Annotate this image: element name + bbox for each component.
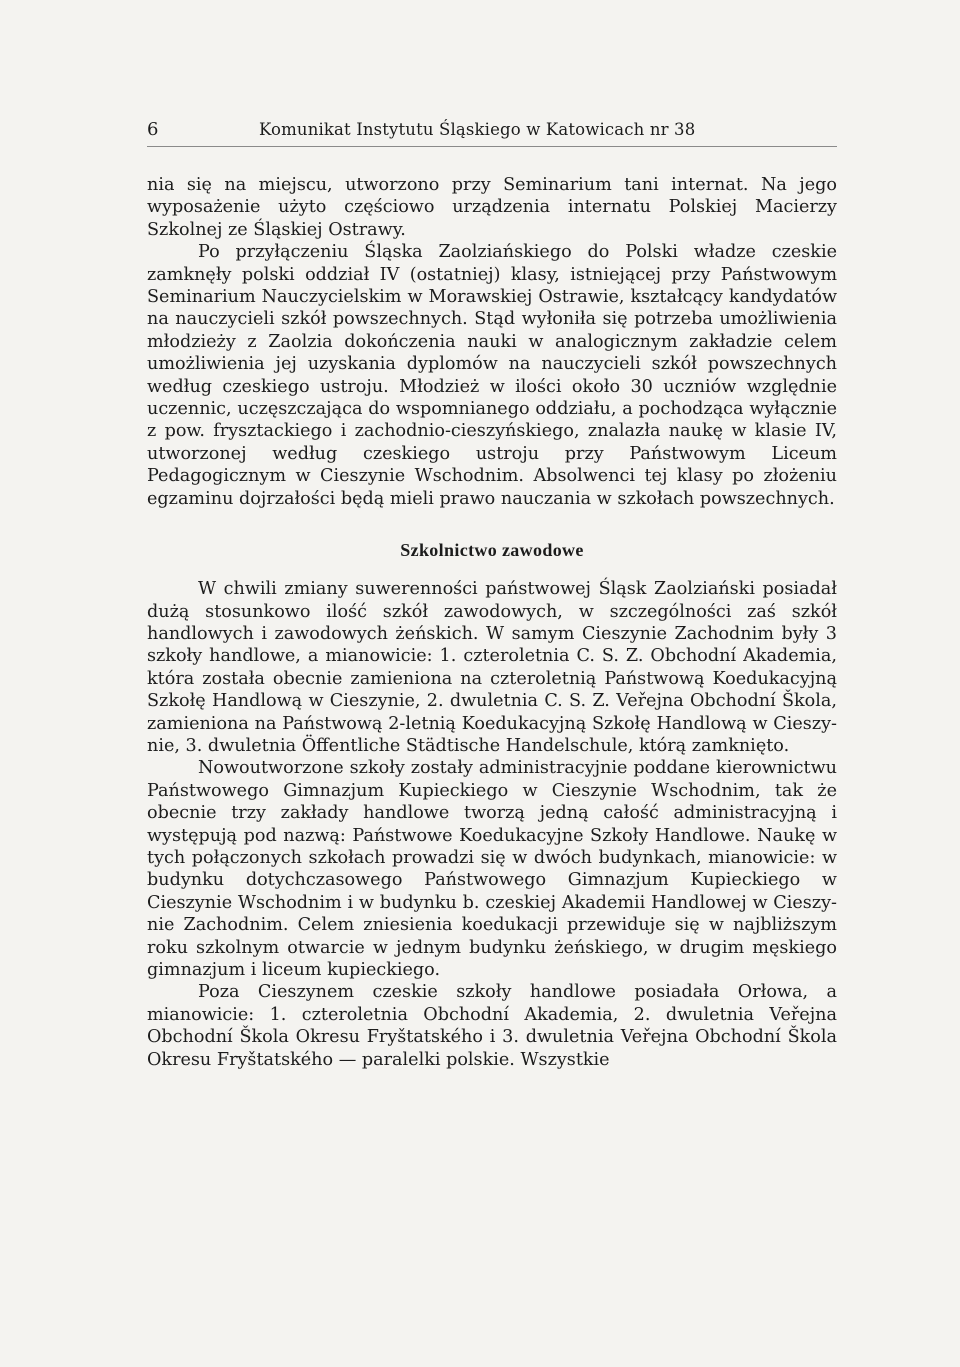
section-heading: Szkolnictwo zawodowe: [400, 540, 584, 561]
paragraph-zaolzie-seminary: Po przyłączeniu Śląska Zaolziańskiego do Polski władze czeskie zamknęły polski oddział IV (ostatniej) klasy, istniejącej przy Państwowym Seminarium Nauczycielskim w Morawskiej Ostrawie, kształcący kandydatów na nauczycieli szkół powszechnych. Stąd wyłoniła się potrzeba umożliwienia młodzieży z Zaolzia dokończenia nauki w analogicznym zakładzie celem umożliwienia jej uzyskania dyplomów na nauczycieli szkół powszechnych według czeskiego ustroju. Młodzież w ilości około 30 uczniów względnie uczennic, uczęszczająca do wspomnianego oddziału, a pochodząca wyłącznie z pow. frysztackiego i zachodnio-cieszyńskiego, znalazła naukę w klasie IV, utworzonej według czeskiego ustroju przy Państwowym Liceum Pedagogicznym w Cieszynie Wschodnim. Absolwenci tej klasy po złożeniu egzaminu dojrzałości będą mieli prawo nauczania w szkołach powszechnych.: [147, 242, 837, 509]
running-header: [147, 118, 837, 147]
paragraph-continued: nia się na miejscu, utworzono przy Seminarium tani internat. Na jego wyposażenie użyto częściowo urządzenia internatu Polskiej Macierzy Szkolnej ze Śląskiej Ostrawy.: [147, 175, 837, 240]
paragraph-orlova-schools: Poza Cieszynem czeskie szkoły handlowe posiadała Orłowa, a mianowicie: 1. czteroletnia Obchodní Akademia, 2. dwuletnia Veřejna Obchodní Škola Okresu Fryštatského i 3. dwuletnia Veřejna Obchodní Škola Okresu Fryštatského — paralelki polskie. Wszystkie: [147, 982, 837, 1070]
main-text: [147, 174, 837, 1071]
paragraph-commercial-schools: W chwili zmiany suwerenności państwowej Śląsk Zaolziański posiadał dużą stosunkowo ilość szkół zawodowych, w szczególności zaś szkół handlowych i zawodowych żeńskich. W samym Cieszynie Zachodnim były 3 szkoły handlowe, a mianowicie: 1. czteroletnia C. S. Z. Obchodní Akademia, która została obecnie zamieniona na czteroletnią Państwową Koedukacyjną Szkołę Handlową w Cieszynie, 2. dwuletnia C. S. Z. Veřejna Obchodní Škola, zamieniona na Państwową 2-letnią Koedukacyjną Szkołę Handlową w Cieszynie, 3. dwuletnia Öffentliche Städtische Handelschule, którą zamknięto.: [147, 579, 837, 756]
page-number: 6: [147, 119, 159, 140]
journal-title: Komunikat Instytutu Śląskiego w Katowicach nr 38: [259, 120, 696, 139]
paragraph-new-schools: Nowoutworzone szkoły zostały administracyjnie poddane kierownictwu Państwowego Gimnazjum Kupieckiego w Cieszynie Wschodnim, tak że obecnie trzy zakłady handlowe tworzą jedną całość administracyjną i występują pod nazwą: Państwowe Koedukacyjne Szkoły Handlowe. Naukę w tych połączonych szkołach prowadzi się w dwóch budynkach, mianowicie: w budynku dotychczasowego Państwowego Gimnazjum Kupieckiego w Cieszynie Wschodnim i w budynku b. czeskiej Akademii Handlowej w Cieszynie Zachodnim. Celem zniesienia koedukacji przewiduje się w najbliższym roku szkolnym otwarcie w jednym budynku żeńskiego, w drugim męskiego gimnazjum i liceum kupieckiego.: [147, 758, 837, 980]
